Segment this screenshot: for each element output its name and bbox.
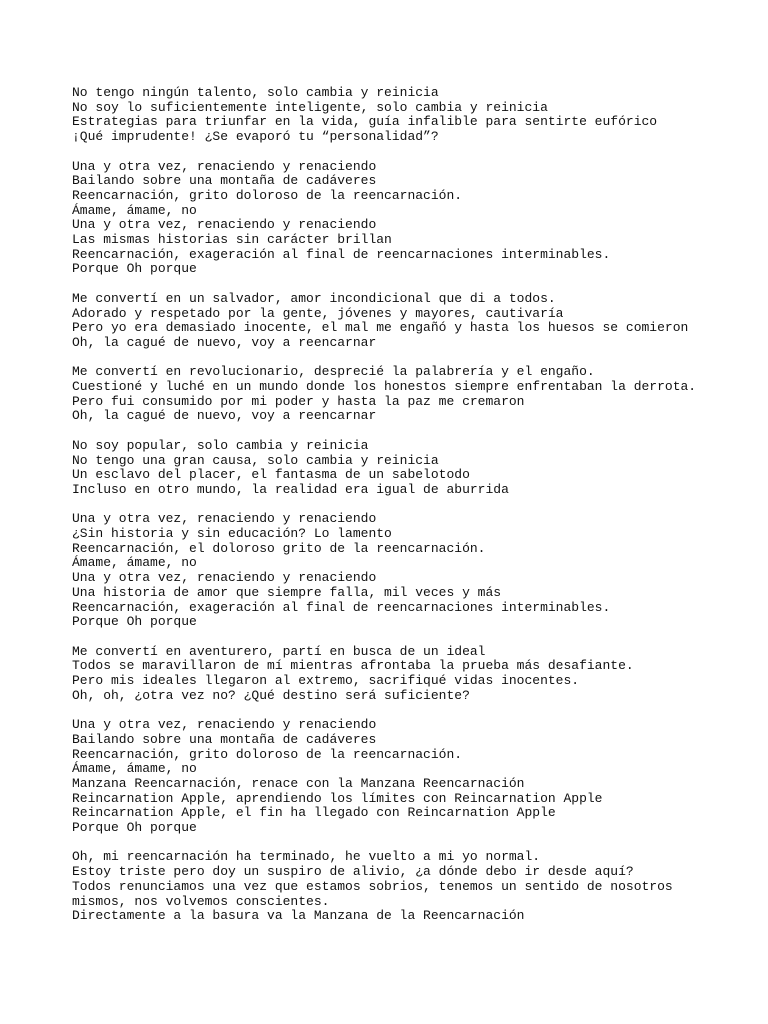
stanza: [72, 86, 752, 145]
lyric-line: Una y otra vez, renaciendo y renaciendo: [72, 511, 377, 527]
lyric-line: Una y otra vez, renaciendo y renaciendo: [72, 158, 377, 174]
lyric-line: Una y otra vez, renaciendo y renaciendo: [72, 217, 377, 233]
lyric-line: Reencarnación, el doloroso grito de la reencarnación.: [72, 540, 486, 556]
lyric-line: Oh, la cagué de nuevo, voy a reencarnar: [72, 334, 377, 350]
lyric-line: Reencarnación, exageración al final de reencarnaciones interminables.: [72, 599, 611, 615]
lyric-line: Reencarnación, grito doloroso de la reencarnación.: [72, 746, 463, 762]
stanza: [72, 292, 752, 351]
lyric-line: No soy popular, solo cambia y reinicia: [72, 437, 369, 453]
lyric-line: Reincarnation Apple, el fin ha llegado con Reincarnation Apple: [72, 805, 556, 821]
lyric-line: ¿Sin historia y sin educación? Lo lamento: [72, 526, 392, 542]
lyric-line: Una historia de amor que siempre falla, mil veces y más: [72, 584, 502, 600]
lyric-line: mismos, nos volvemos conscientes.: [72, 893, 330, 909]
lyric-line: Ámame, ámame, no: [72, 555, 197, 571]
lyric-line: Todos se maravillaron de mí mientras afrontaba la prueba más desafiante.: [72, 658, 634, 674]
lyric-line: Me convertí en aventurero, partí en busca de un ideal: [72, 643, 486, 659]
lyric-line: Bailando sobre una montaña de cadáveres: [72, 731, 377, 747]
lyric-line: Las mismas historias sin carácter brillan: [72, 232, 392, 248]
lyric-line: ¡Qué imprudente! ¿Se evaporó tu “personalidad”?: [72, 129, 439, 145]
lyric-line: Reincarnation Apple, aprendiendo los límites con Reincarnation Apple: [72, 790, 603, 806]
stanza: [72, 160, 752, 278]
stanza: [72, 850, 752, 924]
lyric-line: Me convertí en un salvador, amor incondicional que di a todos.: [72, 290, 556, 306]
lyric-line: Oh, mi reencarnación ha terminado, he vuelto a mi yo normal.: [72, 849, 541, 865]
lyric-line: Adorado y respetado por la gente, jóvenes y mayores, cautivaría: [72, 305, 564, 321]
lyric-line: Oh, oh, ¿otra vez no? ¿Qué destino será suficiente?: [72, 687, 470, 703]
lyric-line: No tengo una gran causa, solo cambia y reinicia: [72, 452, 439, 468]
lyric-line: Porque Oh porque: [72, 820, 197, 836]
lyric-line: Pero mis ideales llegaron al extremo, sacrifiqué vidas inocentes.: [72, 673, 580, 689]
lyric-line: Todos renunciamos una vez que estamos sobrios, tenemos un sentido de nosotros: [72, 878, 673, 894]
lyric-line: Una y otra vez, renaciendo y renaciendo: [72, 717, 377, 733]
stanza: [72, 645, 752, 704]
lyric-line: No soy lo suficientemente inteligente, solo cambia y reinicia: [72, 99, 548, 115]
stanza: [72, 365, 752, 424]
lyric-line: Porque Oh porque: [72, 614, 197, 630]
stanza: [72, 512, 752, 630]
lyric-line: Un esclavo del placer, el fantasma de un sabelotodo: [72, 467, 470, 483]
lyric-line: Pero yo era demasiado inocente, el mal me engañó y hasta los huesos se comieron: [72, 320, 689, 336]
lyrics-document: [72, 86, 752, 939]
stanza: [72, 718, 752, 836]
lyric-line: Una y otra vez, renaciendo y renaciendo: [72, 570, 377, 586]
lyric-line: No tengo ningún talento, solo cambia y reinicia: [72, 85, 439, 100]
lyric-line: Pero fui consumido por mi poder y hasta la paz me cremaron: [72, 393, 525, 409]
lyric-line: Incluso en otro mundo, la realidad era igual de aburrida: [72, 481, 509, 497]
lyric-line: Estrategias para triunfar en la vida, guía infalible para sentirte eufórico: [72, 114, 658, 130]
lyric-line: Ámame, ámame, no: [72, 761, 197, 777]
stanza: [72, 439, 752, 498]
lyric-line: Reencarnación, grito doloroso de la reencarnación.: [72, 187, 463, 203]
lyric-line: Cuestioné y luché en un mundo donde los honestos siempre enfrentaban la derrota.: [72, 379, 697, 395]
lyric-line: Manzana Reencarnación, renace con la Manzana Reencarnación: [72, 775, 525, 791]
lyric-line: Bailando sobre una montaña de cadáveres: [72, 173, 377, 189]
lyric-line: Ámame, ámame, no: [72, 202, 197, 218]
lyric-line: Directamente a la basura va la Manzana de la Reencarnación: [72, 908, 525, 924]
lyric-line: Porque Oh porque: [72, 261, 197, 277]
lyric-line: Estoy triste pero doy un suspiro de alivio, ¿a dónde debo ir desde aquí?: [72, 864, 634, 880]
lyric-line: Reencarnación, exageración al final de reencarnaciones interminables.: [72, 246, 611, 262]
lyric-line: Oh, la cagué de nuevo, voy a reencarnar: [72, 408, 377, 424]
lyric-line: Me convertí en revolucionario, desprecié la palabrería y el engaño.: [72, 364, 595, 380]
